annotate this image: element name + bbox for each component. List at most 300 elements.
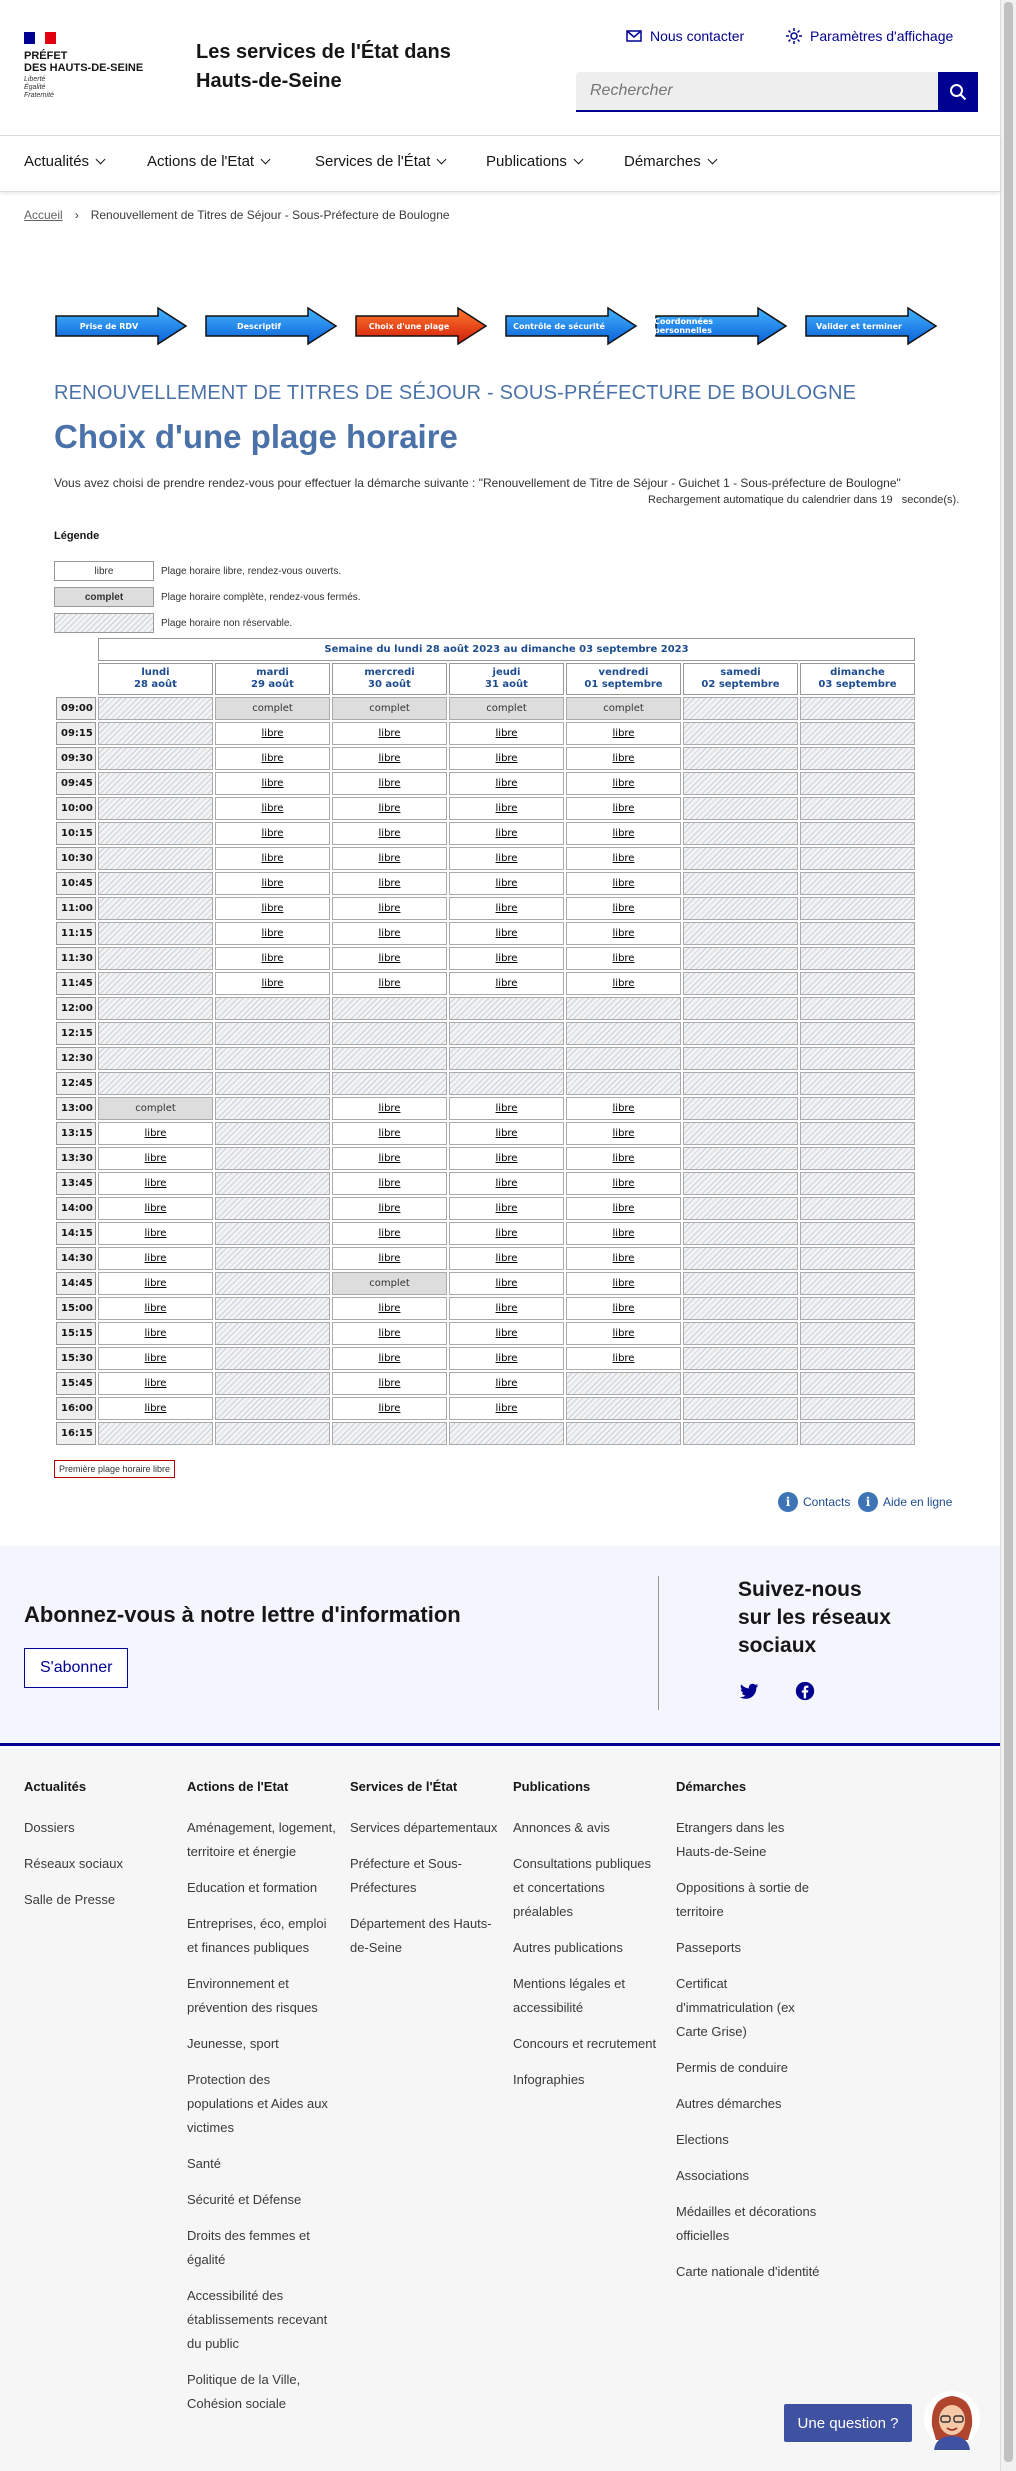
slot-free-link[interactable]: libre (144, 1278, 167, 1289)
slot-free[interactable] (98, 1172, 213, 1195)
slot-free[interactable] (566, 1347, 681, 1370)
slot-free-link[interactable]: libre (495, 1153, 518, 1164)
footer-link[interactable]: Autres publications (513, 1940, 623, 1955)
contact-link[interactable] (626, 28, 744, 44)
slot-free-link[interactable]: libre (612, 828, 635, 839)
footer-link[interactable]: Consultations publiques et concertations préalables (513, 1856, 652, 1919)
footer-column (513, 1779, 663, 2104)
slot-free[interactable] (332, 747, 447, 770)
table-row (56, 1097, 915, 1120)
slot-free[interactable] (566, 772, 681, 795)
slot-free-link[interactable]: libre (612, 853, 635, 864)
slot-full: complet (332, 1272, 447, 1295)
slot-free[interactable] (449, 1097, 564, 1120)
slot-free-link[interactable]: libre (144, 1353, 167, 1364)
footer-link[interactable]: Santé (187, 2156, 221, 2171)
main-nav (0, 136, 1000, 192)
slot-free-link[interactable]: libre (495, 1278, 518, 1289)
slot-free[interactable] (566, 947, 681, 970)
chevron-right-icon: › (74, 208, 79, 222)
slot-free[interactable] (332, 847, 447, 870)
slot-free-link[interactable]: libre (495, 953, 518, 964)
slot-unavailable (683, 1097, 798, 1120)
slot-free-link[interactable]: libre (144, 1228, 167, 1239)
search-icon (949, 83, 967, 101)
slot-free[interactable] (449, 1122, 564, 1145)
slot-free[interactable] (566, 1197, 681, 1220)
footer-link[interactable]: Annonces & avis (513, 1820, 610, 1835)
nav-demarches[interactable] (624, 153, 716, 170)
slot-free-link[interactable]: libre (378, 728, 401, 739)
slot-free-link[interactable]: libre (495, 1378, 518, 1389)
table-row (56, 1422, 915, 1445)
chatbot-avatar-icon[interactable] (922, 2388, 982, 2450)
slot-unavailable (683, 747, 798, 770)
slot-free-link[interactable]: libre (495, 1128, 518, 1139)
slot-free-link[interactable]: libre (612, 1253, 635, 1264)
flag-stripe (35, 32, 46, 44)
slot-free-link[interactable]: libre (144, 1203, 167, 1214)
slot-unavailable (215, 1197, 330, 1220)
slot-free-link[interactable]: libre (378, 753, 401, 764)
slot-free[interactable] (566, 1147, 681, 1170)
slot-free[interactable] (332, 772, 447, 795)
slot-free[interactable] (98, 1247, 213, 1270)
footer-link[interactable]: Politique de la Ville, Cohésion sociale (187, 2372, 301, 2411)
slot-unavailable (800, 847, 915, 870)
slot-free-link[interactable]: libre (612, 953, 635, 964)
slot-free[interactable] (332, 1372, 447, 1395)
slot-free[interactable] (449, 1172, 564, 1195)
slot-free[interactable] (449, 822, 564, 845)
slot-free-link[interactable]: libre (495, 853, 518, 864)
intro-text: Vous avez choisi de prendre rendez-vous pour effectuer la démarche suivante : "Renouvellement de Titre de Séjour - Guichet 1 - Sous-préfecture de Boulogne" (54, 476, 901, 490)
slot-free[interactable] (215, 947, 330, 970)
slot-free-link[interactable]: libre (378, 828, 401, 839)
slot-free[interactable] (566, 797, 681, 820)
slot-free-link[interactable]: libre (612, 1153, 635, 1164)
slot-free-link[interactable]: libre (495, 1353, 518, 1364)
legend-title: Légende (54, 530, 100, 542)
twitter-icon[interactable] (738, 1680, 760, 1702)
slot-free-link[interactable]: libre (612, 1303, 635, 1314)
slot-free-link[interactable]: libre (495, 1203, 518, 1214)
slot-free-link[interactable]: libre (378, 1103, 401, 1114)
slot-free[interactable] (332, 1297, 447, 1320)
slot-free-link[interactable]: libre (261, 903, 284, 914)
slot-free-link[interactable]: libre (378, 1253, 401, 1264)
footer-link[interactable]: Département des Hauts-de-Seine (350, 1916, 492, 1955)
slot-free-link[interactable]: libre (378, 1353, 401, 1364)
nav-services-etat[interactable] (315, 153, 445, 170)
slot-free-link[interactable]: libre (612, 1353, 635, 1364)
footer-link[interactable]: Etrangers dans les Hauts-de-Seine (676, 1820, 785, 1859)
footer-link[interactable]: Oppositions à sortie de territoire (676, 1880, 809, 1919)
footer-link[interactable]: Aménagement, logement, territoire et énergie (187, 1820, 336, 1859)
slot-free-link[interactable]: libre (495, 1403, 518, 1414)
slot-free[interactable] (98, 1347, 213, 1370)
slot-free-link[interactable]: libre (378, 953, 401, 964)
slot-free-link[interactable]: libre (261, 853, 284, 864)
slot-free-link[interactable]: libre (378, 1203, 401, 1214)
site-title[interactable]: Les services de l'État dans Hauts-de-Seine (196, 41, 451, 92)
slot-free[interactable] (449, 1272, 564, 1295)
slot-free[interactable] (566, 872, 681, 895)
slot-unavailable (566, 1022, 681, 1045)
slot-unavailable (215, 1072, 330, 1095)
logo-name[interactable]: PRÉFET DES HAUTS-DE-SEINE (24, 50, 144, 74)
table-row (56, 1372, 915, 1395)
slot-free-link[interactable]: libre (612, 1278, 635, 1289)
slot-free-link[interactable]: libre (612, 1328, 635, 1339)
reload-text: Rechargement automatique du calendrier dans (648, 494, 878, 506)
slot-free-link[interactable]: libre (612, 778, 635, 789)
slot-free[interactable] (332, 1347, 447, 1370)
footer-link[interactable]: Infographies (513, 2072, 585, 2087)
slot-free[interactable] (98, 1197, 213, 1220)
footer-column-title: Services de l'État (350, 1779, 458, 1794)
slot-free-link[interactable]: libre (612, 1103, 635, 1114)
slot-free[interactable] (449, 1222, 564, 1245)
footer-link[interactable]: Carte nationale d'identité (676, 2264, 820, 2279)
footer-link[interactable]: Jeunesse, sport (187, 2036, 279, 2051)
slot-free[interactable] (98, 1272, 213, 1295)
day-header (332, 663, 447, 695)
slot-unavailable (449, 1072, 564, 1095)
slot-free-link[interactable]: libre (612, 1178, 635, 1189)
slot-free-link[interactable]: libre (144, 1253, 167, 1264)
slot-free-link[interactable]: libre (378, 778, 401, 789)
chat-button[interactable]: Une question ? (784, 2404, 912, 2442)
contacts-link[interactable] (778, 1492, 850, 1512)
slot-free[interactable] (98, 1147, 213, 1170)
slot-free[interactable] (98, 1372, 213, 1395)
social-title: Suivez-nous sur les réseaux sociaux (738, 1578, 891, 1657)
breadcrumb-home[interactable]: Accueil (24, 208, 63, 222)
first-free-slot-button[interactable]: Première plage horaire libre (54, 1460, 175, 1478)
slot-unavailable (800, 1022, 915, 1045)
slot-unavailable (800, 747, 915, 770)
slot-free-link[interactable]: libre (495, 1303, 518, 1314)
subscribe-button[interactable]: S'abonner (24, 1648, 128, 1688)
footer-link[interactable]: Salle de Presse (24, 1892, 116, 1907)
slot-free-link[interactable]: libre (144, 1378, 167, 1389)
slot-unavailable (800, 897, 915, 920)
slot-free[interactable] (566, 847, 681, 870)
slot-free[interactable] (449, 872, 564, 895)
slot-free[interactable] (449, 1347, 564, 1370)
slot-free[interactable] (332, 1397, 447, 1420)
slot-free-link[interactable]: libre (378, 1128, 401, 1139)
slot-free[interactable] (332, 972, 447, 995)
slot-free-link[interactable]: libre (261, 753, 284, 764)
search-button[interactable] (938, 72, 978, 112)
slot-free-link[interactable]: libre (378, 1228, 401, 1239)
slot-free-link[interactable]: libre (378, 1378, 401, 1389)
footer-link[interactable]: Concours et recrutement (513, 2036, 657, 2051)
slot-free[interactable] (332, 1197, 447, 1220)
slot-free[interactable] (98, 1222, 213, 1245)
day-name: mardi (256, 667, 289, 678)
slot-free-link[interactable]: libre (144, 1128, 167, 1139)
slot-free[interactable] (449, 897, 564, 920)
footer-link[interactable]: Education et formation (187, 1880, 318, 1895)
slot-unavailable (215, 1047, 330, 1070)
day-date: 28 août (134, 679, 177, 690)
slot-free[interactable] (449, 1322, 564, 1345)
footer-link[interactable]: Dossiers (24, 1820, 75, 1835)
slot-free[interactable] (98, 1297, 213, 1320)
slot-free-link[interactable]: libre (261, 978, 284, 989)
time-cell: 09:45 (56, 772, 96, 795)
slot-free[interactable] (449, 797, 564, 820)
footer-link[interactable]: Protection des populations et Aides aux victimes (187, 2072, 328, 2135)
slot-free[interactable] (566, 1272, 681, 1295)
slot-free-link[interactable]: libre (144, 1178, 167, 1189)
slot-free-link[interactable]: libre (495, 978, 518, 989)
footer-link[interactable]: Environnement et prévention des risques (187, 1976, 318, 2015)
footer-link[interactable]: Accessibilité des établissements recevant du public (187, 2288, 328, 2351)
slot-unavailable (566, 1397, 681, 1420)
slot-free[interactable] (98, 1122, 213, 1145)
slot-unavailable (800, 1197, 915, 1220)
slot-free-link[interactable]: libre (495, 778, 518, 789)
slot-free[interactable] (449, 722, 564, 745)
slot-free-link[interactable]: libre (612, 978, 635, 989)
newsletter-section (0, 1546, 1000, 1746)
slot-free-link[interactable]: libre (378, 803, 401, 814)
slot-unavailable (800, 1047, 915, 1070)
slot-free[interactable] (98, 1397, 213, 1420)
search-input[interactable] (576, 72, 938, 112)
slot-unavailable (800, 1347, 915, 1370)
slot-free-link[interactable]: libre (261, 778, 284, 789)
slot-free-link[interactable]: libre (261, 728, 284, 739)
slot-free[interactable] (566, 922, 681, 945)
step-label: Coordonnées personnelles (654, 317, 714, 335)
slot-free[interactable] (215, 722, 330, 745)
slot-free-link[interactable]: libre (261, 928, 284, 939)
slot-unavailable (215, 997, 330, 1020)
slot-free-link[interactable]: libre (612, 753, 635, 764)
slot-free-link[interactable]: libre (612, 803, 635, 814)
slot-free[interactable] (449, 1297, 564, 1320)
footer-link[interactable]: Sécurité et Défense (187, 2192, 302, 2207)
footer-link[interactable]: Passeports (676, 1940, 742, 1955)
slot-free-link[interactable]: libre (495, 928, 518, 939)
slot-free[interactable] (449, 1397, 564, 1420)
footer-link[interactable]: Droits des femmes et égalité (187, 2228, 310, 2267)
slot-free[interactable] (215, 822, 330, 845)
slot-free-link[interactable]: libre (378, 1403, 401, 1414)
footer-link[interactable]: Réseaux sociaux (24, 1856, 123, 1871)
slot-free[interactable] (215, 897, 330, 920)
scrollbar[interactable] (1000, 0, 1016, 2471)
slot-free-link[interactable]: libre (378, 853, 401, 864)
slot-unavailable (800, 722, 915, 745)
slot-free-link[interactable]: libre (495, 828, 518, 839)
slot-free[interactable] (215, 922, 330, 945)
slot-free-link[interactable]: libre (378, 903, 401, 914)
slot-free-link[interactable]: libre (378, 928, 401, 939)
slot-free-link[interactable]: libre (612, 1203, 635, 1214)
slot-free-link[interactable]: libre (144, 1153, 167, 1164)
slot-free-link[interactable]: libre (495, 803, 518, 814)
footer-link[interactable]: Services départementaux (350, 1820, 498, 1835)
slot-free[interactable] (332, 797, 447, 820)
slot-free-link[interactable]: libre (378, 1328, 401, 1339)
slot-free[interactable] (332, 1147, 447, 1170)
table-row (56, 1347, 915, 1370)
slot-free[interactable] (566, 972, 681, 995)
slot-free-link[interactable]: libre (378, 1153, 401, 1164)
slot-free[interactable] (332, 897, 447, 920)
slot-free[interactable] (215, 772, 330, 795)
slot-free[interactable] (566, 722, 681, 745)
slot-free[interactable] (215, 797, 330, 820)
slot-unavailable (566, 1372, 681, 1395)
footer-link[interactable]: Elections (676, 2132, 729, 2147)
slot-free[interactable] (332, 1247, 447, 1270)
slot-unavailable (800, 1272, 915, 1295)
slot-free-link[interactable]: libre (261, 803, 284, 814)
slot-unavailable (800, 997, 915, 1020)
slot-free-link[interactable]: libre (612, 928, 635, 939)
slot-free-link[interactable]: libre (495, 1328, 518, 1339)
slot-unavailable (98, 947, 213, 970)
online-help-link[interactable] (858, 1492, 952, 1512)
slot-free-link[interactable]: libre (612, 1128, 635, 1139)
slot-free[interactable] (566, 747, 681, 770)
slot-free-link[interactable]: libre (612, 878, 635, 889)
slot-free-link[interactable]: libre (261, 878, 284, 889)
slot-free-link[interactable]: libre (495, 1253, 518, 1264)
facebook-icon[interactable] (794, 1680, 816, 1702)
slot-free[interactable] (449, 1147, 564, 1170)
slot-free-link[interactable]: libre (495, 878, 518, 889)
slot-free[interactable] (566, 1172, 681, 1195)
nav-label: Services de l'État (315, 153, 431, 170)
footer-link[interactable]: Préfecture et Sous-Préfectures (350, 1856, 462, 1895)
slot-free[interactable] (566, 1122, 681, 1145)
footer-link[interactable]: Associations (676, 2168, 749, 2183)
procedure-title: RENOUVELLEMENT DE TITRES DE SÉJOUR - SOUS-PRÉFECTURE DE BOULOGNE (54, 382, 857, 404)
slot-free[interactable] (566, 1222, 681, 1245)
slot-free-link[interactable]: libre (378, 878, 401, 889)
slot-unavailable (98, 697, 213, 720)
slot-free-link[interactable]: libre (378, 978, 401, 989)
footer-link[interactable]: Mentions légales et accessibilité (513, 1976, 626, 2015)
slot-free[interactable] (332, 1097, 447, 1120)
display-settings-link[interactable] (786, 28, 953, 44)
slot-free[interactable] (449, 747, 564, 770)
slot-free-link[interactable]: libre (378, 1178, 401, 1189)
slot-free[interactable] (566, 1322, 681, 1345)
slot-free[interactable] (332, 822, 447, 845)
slot-free-link[interactable]: libre (378, 1303, 401, 1314)
slot-unavailable (332, 997, 447, 1020)
footer-link[interactable]: Certificat d'immatriculation (ex Carte Grise) (676, 1976, 795, 2039)
slot-free[interactable] (98, 1322, 213, 1345)
day-name: mercredi (364, 667, 415, 678)
slot-free-link[interactable]: libre (495, 903, 518, 914)
footer-link[interactable]: Autres démarches (676, 2096, 782, 2111)
slot-free[interactable] (449, 947, 564, 970)
slot-free-link[interactable]: libre (612, 903, 635, 914)
slot-free[interactable] (449, 922, 564, 945)
slot-free[interactable] (332, 947, 447, 970)
slot-free[interactable] (566, 1297, 681, 1320)
slot-unavailable (215, 1422, 330, 1445)
slot-unavailable (683, 722, 798, 745)
slot-free[interactable] (449, 1247, 564, 1270)
slot-free[interactable] (215, 747, 330, 770)
slot-unavailable (683, 1297, 798, 1320)
slot-free[interactable] (566, 1247, 681, 1270)
slot-free[interactable] (449, 772, 564, 795)
slot-free-link[interactable]: libre (261, 953, 284, 964)
slot-free-link[interactable]: libre (261, 828, 284, 839)
slot-free-link[interactable]: libre (144, 1303, 167, 1314)
footer-link[interactable]: Entreprises, éco, emploi et finances publiques (187, 1916, 327, 1955)
contact-label: Nous contacter (650, 28, 745, 44)
slot-free-link[interactable]: libre (495, 1103, 518, 1114)
slot-free[interactable] (566, 822, 681, 845)
slot-free-link[interactable]: libre (612, 1228, 635, 1239)
slot-free[interactable] (332, 1172, 447, 1195)
table-row (56, 847, 915, 870)
slot-free-link[interactable]: libre (612, 728, 635, 739)
slot-free[interactable] (449, 1197, 564, 1220)
slot-free-link[interactable]: libre (495, 728, 518, 739)
slot-free[interactable] (449, 972, 564, 995)
time-cell: 12:00 (56, 997, 96, 1020)
scrollbar-thumb[interactable] (1004, 2, 1013, 2462)
nav-actualites[interactable] (24, 153, 104, 170)
slot-free[interactable] (332, 1322, 447, 1345)
footer-link[interactable]: Médailles et décorations officielles (676, 2204, 817, 2243)
slot-free[interactable] (332, 722, 447, 745)
chevron-down-icon (573, 155, 583, 165)
day-header (566, 663, 681, 695)
slot-free-link[interactable]: libre (495, 1228, 518, 1239)
slot-free[interactable] (332, 1222, 447, 1245)
slot-free-link[interactable]: libre (495, 753, 518, 764)
slot-free[interactable] (566, 1097, 681, 1120)
slot-unavailable (683, 1072, 798, 1095)
slot-free[interactable] (332, 872, 447, 895)
slot-unavailable (98, 1422, 213, 1445)
nav-actions-etat[interactable] (147, 153, 269, 170)
slot-free[interactable] (215, 872, 330, 895)
slot-free[interactable] (332, 922, 447, 945)
footer-column-title: Démarches (676, 1779, 747, 1794)
nav-publications[interactable] (486, 153, 582, 170)
breadcrumb (24, 208, 450, 222)
slot-free[interactable] (215, 972, 330, 995)
slot-free[interactable] (215, 847, 330, 870)
slot-free[interactable] (566, 897, 681, 920)
slot-free-link[interactable]: libre (144, 1403, 167, 1414)
slot-free[interactable] (449, 847, 564, 870)
slot-free-link[interactable]: libre (144, 1328, 167, 1339)
slot-free-link[interactable]: libre (495, 1178, 518, 1189)
slot-free[interactable] (332, 1122, 447, 1145)
slot-unavailable (98, 747, 213, 770)
footer-link[interactable]: Permis de conduire (676, 2060, 788, 2075)
nav-label: Démarches (624, 153, 701, 170)
slot-free[interactable] (449, 1372, 564, 1395)
